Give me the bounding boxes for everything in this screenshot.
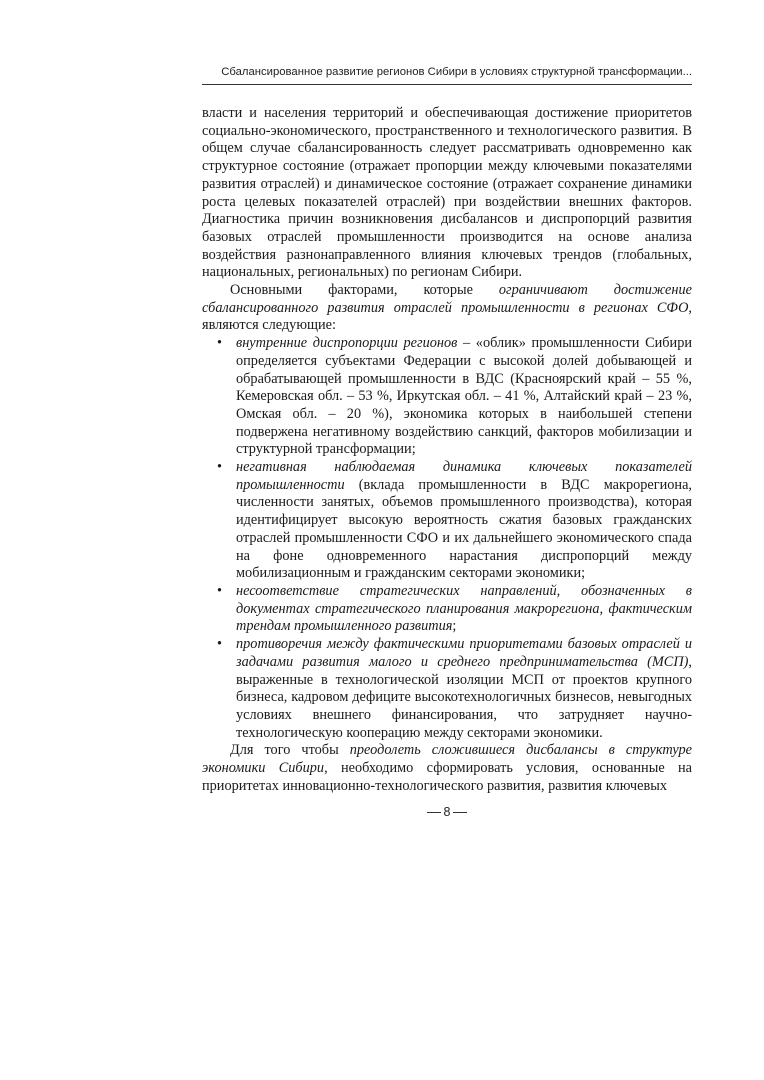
list-item-emphasis: несоответствие стратегических направлений, обозначенных в документах стратегического планирования макрорегиона, фактическим трендам промышленного развития: [236, 582, 692, 635]
paragraph-factors-intro: [202, 282, 692, 335]
running-header: Сбалансированное развитие регионов Сибири в условиях структурной трансформации...: [221, 66, 692, 78]
emphasis-text: преодолеть сложившиеся дисбалансы в структуре экономики Сибири: [202, 742, 692, 777]
paragraph-continuation: власти и населения территорий и обеспечивающая достижение приоритетов социально-экономического, пространственного и технологического развития. В общем случае сбалансированность следует рассматривать одновременно как структурное состояние (отражает пропорции между ключевыми показателями развития отраслей) и динамическое состояние (отражает сохранение динамики роста целевых показателей отраслей) при воздействии внешних факторов. Диагностика причин возникновения дисбалансов и диспропорций развития базовых отраслей промышленности производится на основе анализа воздействия разнонаправленного влияния ключевых трендов (глобальных, национальных, региональных) по регионам Сибири.: [202, 105, 692, 281]
bullet-icon: •: [217, 636, 223, 653]
list-item-text: ;: [452, 618, 457, 635]
factors-list: [202, 335, 692, 742]
list-item-emphasis: негативная наблюдаемая динамика ключевых показателей промышленности: [236, 459, 692, 493]
list-item: [202, 335, 692, 459]
page-number: [202, 804, 692, 820]
bullet-icon: •: [217, 459, 223, 476]
list-item-text: (вклада промышленности в ВДС макрорегиона, численности занятых, объемов промышленного производства), которая идентифицирует высокую вероятность сжатия базовых гражданских отраслей промышленности СФО и их дальнейшего экономического спада на фоне одновременного нарастания диспропорций между мобилизационным и гражданским секторами экономики;: [236, 476, 692, 582]
list-item-emphasis: противоречия между фактическими приоритетами базовых отраслей и задачами развития малого и среднего предпринимательства (МСП): [236, 636, 692, 670]
list-item: [202, 583, 692, 636]
page-number-value: 8: [443, 805, 451, 819]
bullet-icon: •: [217, 335, 223, 352]
paragraph-text: Основными факторами, которые: [230, 282, 499, 299]
emphasis-text: ограничивают достижение сбалансированного развития отраслей промышленности в регионах СФО: [202, 282, 692, 316]
header-rule: [202, 84, 692, 85]
paragraph-text: , необходимо сформировать условия, основанные на приоритетах инновационно-технологического развития, развития ключевых: [202, 760, 693, 794]
paragraph-text: Для того чтобы: [230, 742, 350, 759]
dash-left: [427, 812, 441, 813]
list-item: [202, 636, 692, 742]
list-item-text: – «облик» промышленности Сибири определяется субъектами Федерации с высокой долей добывающей и обрабатывающей промышленности в ВДС (Красноярский край – 55 %, Кемеровская обл. – 53 %, Иркутская обл. – 41 %, Алтайский край – 23 %, Омская обл. – 20 %), экономика которых в наибольшей степени подвержена негативному воздействию санкций, факторов мобилизации и структурной трансформации;: [236, 335, 692, 458]
body-text: [202, 105, 692, 795]
paragraph-text: , являются следующие:: [202, 299, 692, 334]
paragraph-overcome-imbalances: [202, 742, 692, 795]
list-item-text: , выраженные в технологической изоляции МСП от проектов крупного бизнеса, кадровом дефиците высокотехнологичных бизнесов, невыгодных условиях внешнего финансирования, что затрудняет научно-технологическую кооперацию между секторами экономики.: [236, 653, 692, 741]
list-item: [202, 459, 692, 583]
dash-right: [453, 812, 467, 813]
bullet-icon: •: [217, 582, 223, 599]
list-item-emphasis: внутренние диспропорции регионов: [236, 335, 458, 352]
